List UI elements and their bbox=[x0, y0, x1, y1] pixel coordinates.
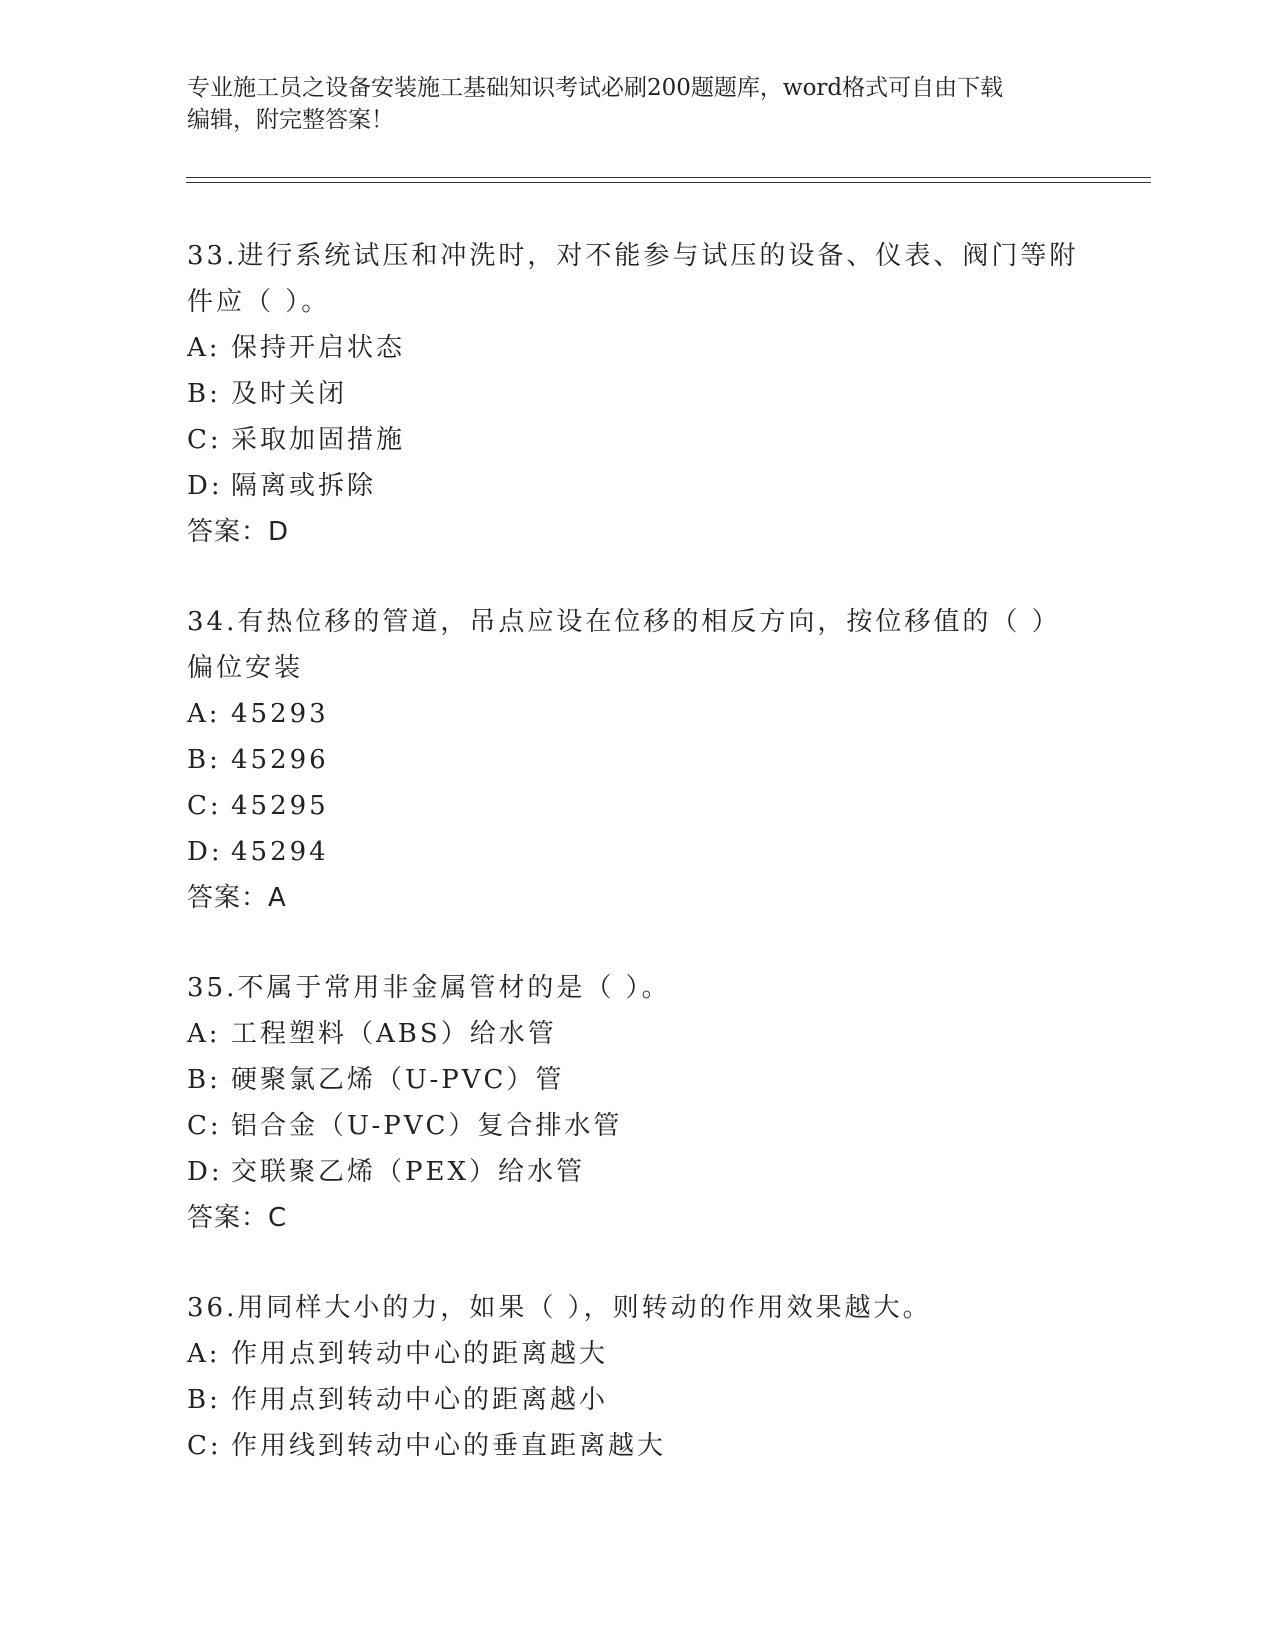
option-c bbox=[187, 1423, 1087, 1469]
option-letter: D: bbox=[187, 471, 223, 501]
option-a bbox=[187, 1011, 1087, 1057]
header-divider-bottom bbox=[186, 182, 1151, 183]
option-letter: D: bbox=[187, 1157, 223, 1187]
option-text: 及时关闭 bbox=[231, 379, 348, 409]
question-stem bbox=[187, 1285, 1087, 1331]
option-text: 采取加固措施 bbox=[231, 425, 406, 455]
question-list bbox=[187, 233, 1087, 1513]
question-36 bbox=[187, 1285, 1087, 1469]
document-header bbox=[187, 72, 1087, 136]
option-c bbox=[187, 417, 1087, 463]
option-c bbox=[187, 1103, 1087, 1149]
answer-line: 答案：D bbox=[187, 517, 290, 547]
option-text: 作用点到转动中心的距离越小 bbox=[231, 1385, 609, 1415]
option-letter: B: bbox=[187, 379, 221, 409]
answer-line: 答案：C bbox=[187, 1203, 288, 1233]
option-letter: B: bbox=[187, 1385, 221, 1415]
question-stem bbox=[187, 599, 1087, 691]
option-text: 保持开启状态 bbox=[231, 333, 406, 363]
option-a bbox=[187, 691, 1087, 737]
option-d bbox=[187, 1149, 1087, 1195]
question-stem-line-1: 35.不属于常用非金属管材的是（ ）。 bbox=[187, 973, 671, 1003]
option-letter: A: bbox=[187, 333, 221, 363]
question-33 bbox=[187, 233, 1087, 555]
option-a bbox=[187, 325, 1087, 371]
option-b bbox=[187, 737, 1087, 783]
option-letter: C: bbox=[187, 791, 222, 821]
question-34 bbox=[187, 599, 1087, 921]
option-c bbox=[187, 783, 1087, 829]
option-a bbox=[187, 1331, 1087, 1377]
question-stem-line-2: 件应（ ）。 bbox=[187, 287, 331, 317]
question-stem-line-1: 34.有热位移的管道，吊点应设在位移的相反方向，按位移值的（ ） bbox=[187, 607, 1061, 637]
option-text: 工程塑料（ABS）给水管 bbox=[231, 1019, 557, 1049]
option-letter: C: bbox=[187, 1111, 222, 1141]
option-b bbox=[187, 1057, 1087, 1103]
option-letter: D: bbox=[187, 837, 223, 867]
option-text: 45295 bbox=[231, 791, 329, 821]
option-letter: B: bbox=[187, 1065, 221, 1095]
question-stem-line-2: 偏位安装 bbox=[187, 653, 304, 683]
option-d bbox=[187, 463, 1087, 509]
header-divider-top bbox=[186, 177, 1151, 178]
option-letter: B: bbox=[187, 745, 221, 775]
question-stem bbox=[187, 233, 1087, 325]
option-text: 作用线到转动中心的垂直距离越大 bbox=[231, 1431, 667, 1461]
question-stem-line-1: 33.进行系统试压和冲洗时，对不能参与试压的设备、仪表、阀门等附 bbox=[187, 241, 1079, 271]
answer-line: 答案：A bbox=[187, 883, 287, 913]
option-letter: A: bbox=[187, 1339, 221, 1369]
option-letter: C: bbox=[187, 1431, 222, 1461]
option-b bbox=[187, 371, 1087, 417]
option-text: 作用点到转动中心的距离越大 bbox=[231, 1339, 609, 1369]
question-stem-line-1: 36.用同样大小的力，如果（ ），则转动的作用效果越大。 bbox=[187, 1293, 932, 1323]
header-title-line-2: 编辑，附完整答案！ bbox=[187, 107, 394, 133]
option-text: 45296 bbox=[231, 745, 329, 775]
option-text: 铝合金（U-PVC）复合排水管 bbox=[231, 1111, 623, 1141]
option-letter: A: bbox=[187, 1019, 221, 1049]
option-text: 交联聚乙烯（PEX）给水管 bbox=[231, 1157, 585, 1187]
option-text: 硬聚氯乙烯（U-PVC）管 bbox=[231, 1065, 565, 1095]
option-letter: A: bbox=[187, 699, 221, 729]
question-35 bbox=[187, 965, 1087, 1241]
option-letter: C: bbox=[187, 425, 222, 455]
option-text: 45293 bbox=[231, 699, 329, 729]
option-d bbox=[187, 829, 1087, 875]
header-title-line-1: 专业施工员之设备安装施工基础知识考试必刷200题题库，word格式可自由下载 bbox=[187, 75, 1004, 101]
option-text: 隔离或拆除 bbox=[231, 471, 377, 501]
question-stem bbox=[187, 965, 1087, 1011]
option-text: 45294 bbox=[231, 837, 329, 867]
option-b bbox=[187, 1377, 1087, 1423]
